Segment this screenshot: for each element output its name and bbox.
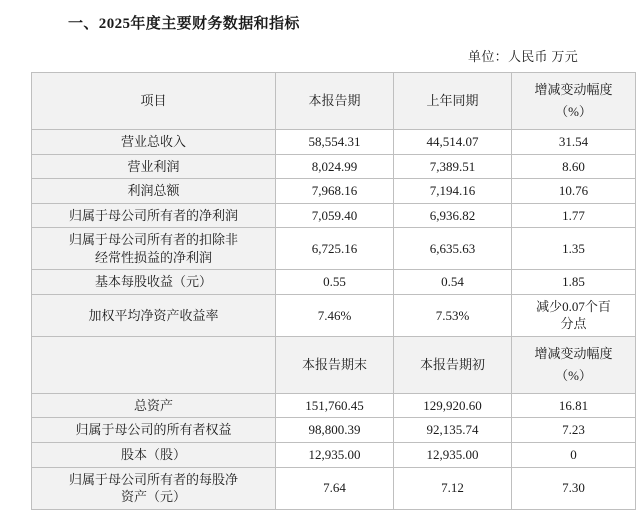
header-change-rate-2-line2: （%） [555,367,592,383]
header-change-rate-line2: （%） [555,104,592,119]
row-previous-value: 7.53% [394,294,512,336]
header-previous-period-begin: 本报告期初 [394,336,512,393]
row-label-line2: 资产（元） [120,489,186,505]
row-label: 股本（股） [32,443,276,468]
row-previous-value: 0.54 [394,270,512,295]
row-current-value: 7,968.16 [276,179,394,204]
row-previous-value: 12,935.00 [394,443,512,468]
row-previous-value: 7,389.51 [394,154,512,179]
header-blank [32,336,276,393]
financial-data-table [31,72,636,510]
table-header-row-balance [32,336,636,393]
row-label: 基本每股收益（元） [32,270,276,295]
header-change-rate-2 [512,336,636,393]
row-label-line1: 归属于母公司所有者的每股净 [68,471,238,487]
table-row [32,179,636,204]
header-change-rate-line1: 增减变动幅度 [534,81,613,97]
header-item: 项目 [32,73,276,130]
table-row [32,270,636,295]
table-row [32,418,636,443]
table-row [32,443,636,468]
row-current-value: 151,760.45 [276,393,394,418]
row-label [32,228,276,270]
table-row [32,130,636,155]
row-label: 加权平均净资产收益率 [32,294,276,336]
row-label: 营业利润 [32,154,276,179]
row-previous-value: 6,936.82 [394,203,512,228]
header-previous-period: 上年同期 [394,73,512,130]
row-change-value: 8.60 [512,154,636,179]
row-change-value: 1.77 [512,203,636,228]
row-label-line2: 经常性损益的净利润 [94,249,212,265]
row-change-value: 31.54 [512,130,636,155]
header-current-period: 本报告期 [276,73,394,130]
row-current-value: 6,725.16 [276,228,394,270]
row-change-value: 16.81 [512,393,636,418]
row-change-line2: 分点 [560,316,587,332]
row-change-value: 10.76 [512,179,636,204]
row-change-value: 1.85 [512,270,636,295]
row-current-value: 7,059.40 [276,203,394,228]
row-current-value: 12,935.00 [276,443,394,468]
row-previous-value: 7,194.16 [394,179,512,204]
table-row [32,294,636,336]
row-previous-value: 129,920.60 [394,393,512,418]
row-label: 总资产 [32,393,276,418]
row-current-value: 7.64 [276,467,394,509]
table-row [32,203,636,228]
row-current-value: 7.46% [276,294,394,336]
row-label: 归属于母公司所有者的净利润 [32,203,276,228]
header-change-rate-2-line1: 增减变动幅度 [534,345,613,361]
row-label [32,467,276,509]
row-previous-value: 6,635.63 [394,228,512,270]
row-change-value [512,294,636,336]
page-title: 一、2025年度主要财务数据和指标 [68,16,300,32]
row-label: 利润总额 [32,179,276,204]
row-current-value: 58,554.31 [276,130,394,155]
row-current-value: 8,024.99 [276,154,394,179]
row-previous-value: 7.12 [394,467,512,509]
table-row [32,228,636,270]
row-current-value: 0.55 [276,270,394,295]
row-label-line1: 归属于母公司所有者的扣除非 [68,232,238,248]
row-change-line1: 减少0.07个百 [536,298,611,314]
row-previous-value: 44,514.07 [394,130,512,155]
row-current-value: 98,800.39 [276,418,394,443]
row-change-value: 1.35 [512,228,636,270]
table-header-row-period [32,73,636,130]
document-page [0,12,638,505]
header-current-period-end: 本报告期末 [276,336,394,393]
table-row [32,393,636,418]
table-row [32,154,636,179]
table-row [32,467,636,509]
row-label: 营业总收入 [32,130,276,155]
row-change-value: 0 [512,443,636,468]
row-label: 归属于母公司的所有者权益 [32,418,276,443]
row-previous-value: 92,135.74 [394,418,512,443]
unit-note: 单位：人民币 万元 [468,49,578,64]
row-change-value: 7.23 [512,418,636,443]
header-change-rate [512,73,636,130]
row-change-value: 7.30 [512,467,636,509]
